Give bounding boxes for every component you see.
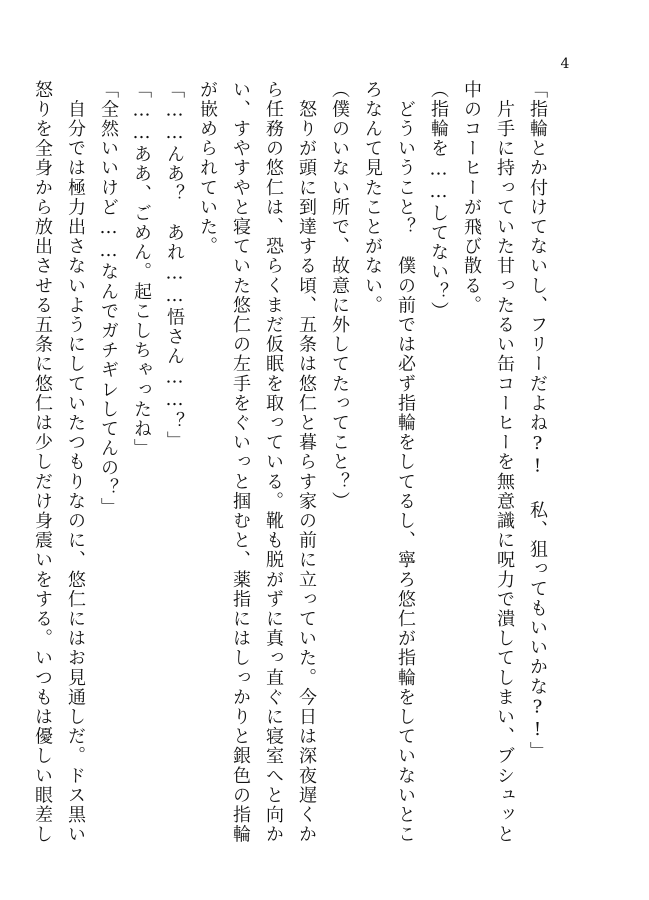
text-line: （指輪を……してない？） — [428, 80, 449, 322]
text-line: 「指輪とか付けてないし、フリーだよね?! 私、狙ってもいいかな?!」 — [527, 80, 548, 762]
text-line: （僕のいない所で、故意に外してたってこと？） — [329, 80, 350, 512]
text-line: ら任務の悠仁は、恐らくまだ仮眠を取っている。靴も脱がずに真っ直ぐに寝室へと向か — [263, 80, 284, 845]
text-line: 「……んあ？ あれ……悟さん……？」 — [164, 80, 185, 451]
text-line: 怒りを全身から放出させる五条に悠仁は少しだけ身震いをする。いつもは優しい眼差し — [32, 80, 53, 845]
text-line: い、すやすやと寝ていた悠仁の左手をぐいっと掴むと、薬指にはしっかりと銀色の指輪 — [230, 80, 251, 845]
novel-body-text — [26, 80, 554, 845]
text-line: どういうこと？ 僕の前では必ず指輪をしてるし、寧ろ悠仁が指輪をしていないとこ — [395, 80, 416, 845]
text-line: 「全然いいけど……なんでガチギレしてんの？」 — [98, 80, 119, 518]
text-line: 「……ああ、ごめん。起こしちゃったね」 — [131, 80, 152, 459]
text-line: 自分では極力出さないようにしていたつもりなのに、悠仁にはお見通しだ。ドス黒い — [65, 80, 86, 845]
text-line: 片手に持っていた甘ったるい缶コーヒーを無意識に呪力で潰してしまい、ブシュッと — [494, 80, 515, 845]
text-line: ろなんて見たことがない。 — [362, 80, 383, 316]
text-line: 中のコーヒーが飛び散る。 — [461, 80, 482, 316]
page-number: 4 — [560, 56, 570, 72]
text-line: 怒りが頭に到達する頃、五条は悠仁と暮らす家の前に立っていた。今日は深夜遅くか — [296, 80, 317, 845]
text-line: が嵌められていた。 — [197, 80, 218, 257]
